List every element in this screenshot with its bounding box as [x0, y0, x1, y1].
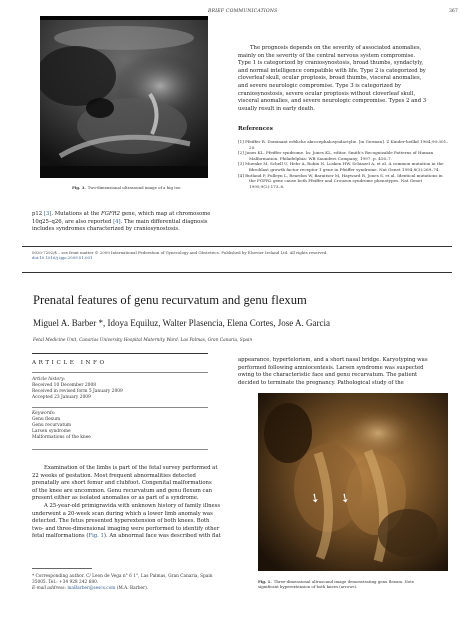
references-list	[238, 139, 450, 189]
article-info-heading: ARTICLE INFO	[32, 360, 107, 366]
article-affiliation: Fetal Medicine Unit, Canarias University Hospital Maternity Ward, Las Palmas, Gran Canaria, Spain	[33, 338, 253, 343]
article-history: Article history: Received 10 December 2008 Received in revised form 5 January 2009 Accepted 23 January 2009	[32, 377, 123, 400]
arrow-icon: ➘	[336, 489, 354, 507]
text-line: usually result in early death.	[238, 105, 315, 112]
reference-item[interactable]: [4] Rutland P, Pulleyn L, Reardon W, Baraitser M, Hayward R, Jones S, et al. Identical mutations in the FGFR2 gene cause both Pfeiffer and Crouzon syndrome phenotypes. Nat Genet 1995;9(2):173–6.	[238, 172, 443, 189]
ultrasound-3d-image-genu-flexum	[258, 393, 448, 571]
article-authors: Miguel A. Barber *, Idoya Equiluz, Walter Plasencia, Elena Cortes, Jose A. Garcia	[33, 318, 331, 328]
running-head: BRIEF COMMUNICATIONS	[208, 9, 278, 14]
citation-link[interactable]: [4]	[113, 218, 121, 225]
figure-caption-bottom: Fig. 1. Three-dimensional ultrasound image demonstrating genu flexum. Note significant hyperextension of both knees (arrows).	[258, 579, 415, 589]
footnote-divider	[32, 568, 92, 569]
figure-label: Fig. 1.	[258, 579, 272, 584]
reference-item[interactable]: [2] Jones KL. Pfeiffer syndrome. In: Jones KL, editor. Smith's Recognizable Patterns of Human Malformation. Philadelphia: WB Saunders Company; 1997. p. 416–7.	[238, 150, 434, 161]
text-line: Type 1 is categorized by craniosynostosis, broad thumbs, syndactyly,	[238, 60, 424, 67]
body-left-text: Examination of the limbs is part of the fetal survey performed at 22 weeks of gestation. Most frequent abnormalities detected prenatally are short femur and clubfoot. Congenital malformations of the knee are uncommon. Genu recurvatum and genu flexum can present either as isolated anomalies or as part of a syndrome. A 25-year-old primigravida with unknown history of family illness underwent a 20-week scan during which a lower limb anomaly was detected. The fetus presented hyperextension of both knees. Both two- and three-dimensional imaging were performed to identify other fetal malformations (Fig. 1). An abnormal face was described with flat	[32, 465, 221, 540]
arrow-icon: ➘	[306, 489, 324, 507]
email-link[interactable]: maBarber@sescs.com	[67, 586, 116, 591]
top-right-paragraph	[238, 45, 450, 113]
text-line: and severe neurologic compromise. Type 3 is categorized by	[238, 82, 401, 89]
references-heading: References	[238, 126, 273, 132]
divider	[32, 372, 208, 373]
divider	[22, 246, 452, 247]
ultrasound-image-big-toe	[40, 16, 208, 178]
text-line: The prognosis depends on the severity of associated anomalies,	[250, 45, 422, 51]
citation-link[interactable]: [3]	[43, 211, 52, 217]
text-line: mainly on the severity of the central nervous system compromise.	[238, 52, 416, 59]
divider	[32, 449, 208, 450]
reference-item[interactable]: [1] Pfeiffer R. Dominant erbliche akrocephalosyndactylie. [in German]. Z Kinder-heilkd 1964;90:301–20.	[238, 139, 449, 150]
article-title: Prenatal features of genu recurvatum and genu flexum	[33, 293, 307, 307]
doi-link[interactable]: doi:10.1016/j.ijgo.2009.01.001	[32, 255, 93, 260]
text-line: visceral anomalies, and severe neurologic compromise. Types 2 and 3	[238, 98, 427, 105]
corresponding-author-footnote: * Corresponding author. C/ Leon de Vega n° 6 1°, Las Palmas, Gran Canaria, Spain 35005. Tel.: +34 928 242 680. E-mail address: maBarber@sescs.com (M.A. Barber).	[32, 574, 213, 591]
divider	[22, 272, 452, 273]
keywords: Keywords: Genu flexum Genu recurvatum Larsen syndrome Malformations of the knee	[32, 411, 91, 440]
text-line: includes syndromes characterized by craniosynostosis.	[32, 226, 180, 233]
reference-item[interactable]: [3] Muenke M, Schell U, Hehr A, Robin N, Losken HW, Schinzel A, et al. A common mutation in the fibroblast growth factor receptor 1 gene in Pfeiffer syndrome. Nat Genet 1994;8(3):269–74.	[238, 161, 444, 172]
text-line: and normal intelligence compatible with life. Type 2 is categorized by	[238, 67, 426, 74]
copyright-notice: 0020-7292/$ – see front matter © 2009 International Federation of Gynecology and Obstetrics. Published by Elsevier Ireland Ltd. All rights reserved. doi:10.1016/j.ijgo.2009.01.001	[32, 250, 452, 260]
divider	[32, 407, 208, 408]
text-line: p12 [3]. Mutations at the FGFR2 gene, which map at chromosome	[32, 211, 211, 217]
text-line: craniosynostosis, severe ocular proptosis without cloverleaf skull,	[238, 90, 416, 97]
page-number: 367	[449, 9, 458, 14]
figure-caption-top	[72, 185, 182, 190]
top-left-paragraph	[32, 211, 234, 234]
body-right-text: appearance, hypertelorism, and a short nasal bridge. Karyotyping was performed following amniocentesis. Larsen syndrome was suspected owing to the characteristic face and genu recurvatum. The patient decided to terminate the pregnancy. Pathological study of the	[238, 357, 428, 386]
text-line: 10q25–q26, are also reported [4]. The main differential diagnosis	[32, 218, 208, 225]
figure-label: Fig. 3.	[72, 185, 86, 190]
text-line: cloverleaf skull, ocular proptosis, broad thumbs, visceral anomalies,	[238, 75, 422, 82]
figure-link[interactable]: Fig. 1	[88, 533, 104, 540]
divider	[32, 353, 208, 354]
figure-caption-text: Two-dimensional ultrasound image of a big toe.	[87, 185, 182, 190]
